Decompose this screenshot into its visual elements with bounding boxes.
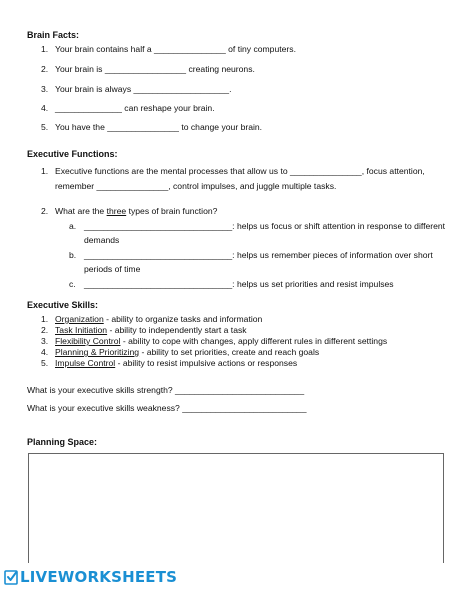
brain-fact-item bbox=[41, 44, 296, 55]
skill-desc: - ability to resist impulsive actions or responses bbox=[115, 358, 298, 368]
item-text: Your brain is always ____________________. bbox=[55, 84, 232, 94]
ef-sub-item-b-continued: periods of time bbox=[84, 264, 141, 274]
item-number: 3. bbox=[41, 336, 49, 346]
item-number: 2. bbox=[41, 64, 49, 74]
weakness-question: What is your executive skills weakness? __________________________ bbox=[27, 403, 307, 413]
brain-fact-item bbox=[41, 103, 215, 114]
item-number: 3. bbox=[41, 84, 49, 94]
skill-desc: - ability to cope with changes, apply different rules in different settings bbox=[120, 336, 388, 346]
item-text: You have the _______________ to change your brain. bbox=[55, 122, 263, 132]
item-text: Your brain is _________________ creating neurons. bbox=[55, 64, 255, 74]
ef-sub-item-c bbox=[69, 279, 394, 290]
skill-item bbox=[41, 325, 247, 336]
question-prefix: What are the bbox=[55, 206, 107, 216]
sub-letter: a. bbox=[69, 221, 77, 231]
item-number: 5. bbox=[41, 358, 49, 368]
item-number: 2. bbox=[41, 325, 49, 335]
planning-space-heading: Planning Space: bbox=[27, 437, 98, 447]
brain-facts-heading: Brain Facts: bbox=[27, 30, 80, 40]
planning-space-box[interactable] bbox=[28, 453, 444, 565]
executive-functions-heading: Executive Functions: bbox=[27, 149, 118, 159]
question-underlined: three bbox=[106, 206, 127, 216]
skill-item bbox=[41, 358, 297, 369]
item-text: ______________ can reshape your brain. bbox=[55, 103, 215, 113]
ef-sub-item-a bbox=[69, 221, 445, 232]
sub-text: _______________________________: helps us focus or shift attention in response to different bbox=[84, 221, 446, 231]
liveworksheets-logo bbox=[4, 567, 177, 587]
brain-fact-item bbox=[41, 84, 231, 95]
item-number: 2. bbox=[41, 206, 49, 216]
strength-question: What is your executive skills strength? ___________________________ bbox=[27, 385, 305, 395]
brain-fact-item bbox=[41, 64, 255, 75]
item-number: 5. bbox=[41, 122, 49, 132]
executive-skills-heading: Executive Skills: bbox=[27, 300, 99, 310]
sub-letter: c. bbox=[69, 279, 76, 289]
skill-term: Task Initiation bbox=[55, 325, 108, 335]
skill-term: Organization bbox=[55, 314, 104, 324]
ef-sub-item-a-continued: demands bbox=[84, 235, 120, 245]
skill-term: Impulse Control bbox=[55, 358, 116, 368]
liveworksheets-logo-icon bbox=[4, 569, 20, 585]
skill-desc: - ability to independently start a task bbox=[107, 325, 247, 335]
skill-desc: - ability to set priorities, create and reach goals bbox=[139, 347, 320, 357]
item-number: 4. bbox=[41, 103, 49, 113]
ef-question-2 bbox=[41, 206, 217, 217]
logo-text: LIVEWORKSHEETS bbox=[20, 568, 178, 586]
sub-text: _______________________________: helps us set priorities and resist impulses bbox=[84, 279, 394, 289]
ef-question-1-continued: remember _______________, control impulses, and juggle multiple tasks. bbox=[55, 181, 337, 191]
item-number: 1. bbox=[41, 44, 49, 54]
skill-item bbox=[41, 314, 262, 325]
question-text: Executive functions are the mental processes that allow us to _______________, focus attention, bbox=[55, 166, 425, 176]
ef-question-1 bbox=[41, 166, 425, 177]
item-text: Your brain contains half a _______________ of tiny computers. bbox=[55, 44, 296, 54]
skill-term: Planning & Prioritizing bbox=[55, 347, 140, 357]
item-number: 1. bbox=[41, 314, 49, 324]
ef-sub-item-b bbox=[69, 250, 433, 261]
sub-text: _______________________________: helps us remember pieces of information over short bbox=[84, 250, 433, 260]
sub-letter: b. bbox=[69, 250, 77, 260]
skill-item bbox=[41, 347, 319, 358]
skill-item bbox=[41, 336, 387, 347]
skill-term: Flexibility Control bbox=[55, 336, 121, 346]
item-number: 1. bbox=[41, 166, 49, 176]
item-number: 4. bbox=[41, 347, 49, 357]
skill-desc: - ability to organize tasks and information bbox=[103, 314, 263, 324]
question-suffix: types of brain function? bbox=[126, 206, 218, 216]
brain-fact-item bbox=[41, 122, 262, 133]
